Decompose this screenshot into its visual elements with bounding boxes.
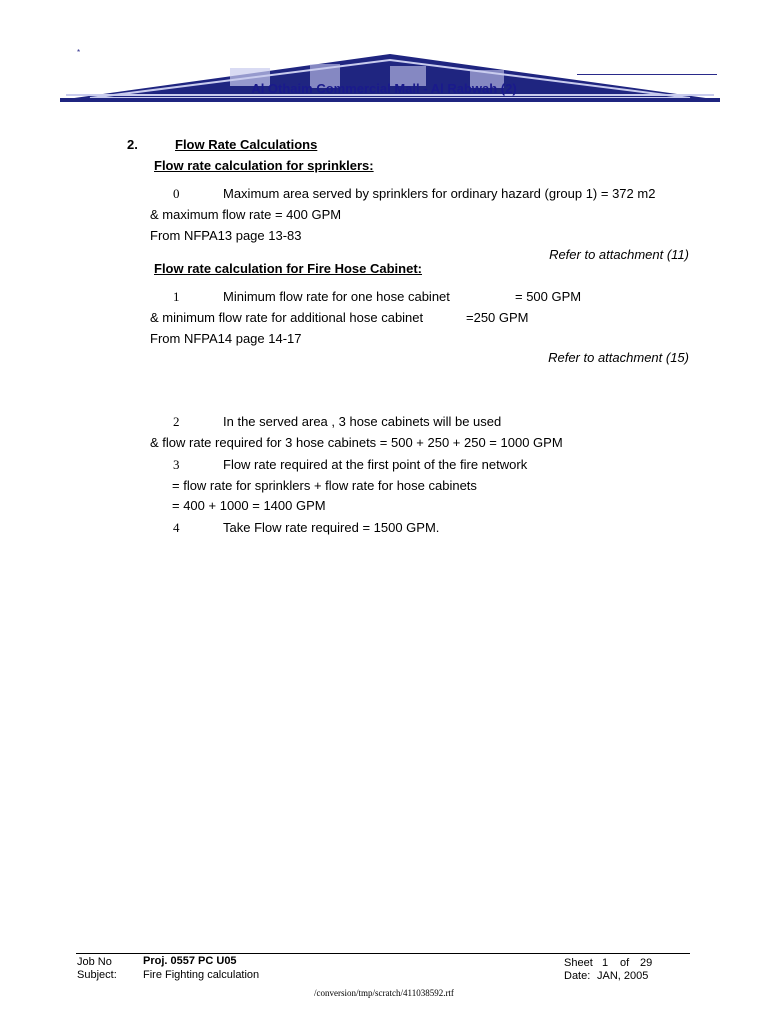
attachment-reference: Refer to attachment (15) xyxy=(548,350,689,365)
subject-value: Fire Fighting calculation xyxy=(143,969,260,981)
list-number: 2 xyxy=(173,414,180,429)
list-item-text: In the served area , 3 hose cabinets will be used xyxy=(223,414,502,429)
sheet-total: 29 xyxy=(640,957,653,969)
body-value: =250 GPM xyxy=(466,310,529,325)
body-line: From NFPA13 page 13-83 xyxy=(150,228,302,243)
sheet-of: of xyxy=(620,957,630,969)
job-number: Proj. 0557 PC U05 xyxy=(143,955,237,967)
section-number: 2. xyxy=(127,137,138,152)
sheet-label: Sheet xyxy=(564,957,593,969)
logo-base-bar xyxy=(60,98,720,102)
sprinklers-heading: Flow rate calculation for sprinklers: xyxy=(154,158,374,173)
attachment-reference: Refer to attachment (11) xyxy=(549,247,689,262)
section-title: Flow Rate Calculations xyxy=(175,137,318,152)
list-number: 1 xyxy=(173,289,180,304)
body-line: & flow rate required for 3 hose cabinets = 500 + 250 + 250 = 1000 GPM xyxy=(150,435,563,450)
job-label: Job No xyxy=(77,956,112,968)
list-item-value: = 500 GPM xyxy=(515,289,582,304)
body-line: = 400 + 1000 = 1400 GPM xyxy=(172,498,326,513)
header-mark: * xyxy=(77,48,81,57)
body-line: From NFPA14 page 14-17 xyxy=(150,331,302,346)
footer-rule xyxy=(76,953,690,954)
body-line: & minimum flow rate for additional hose cabinet xyxy=(150,310,424,325)
list-number: 3 xyxy=(173,457,180,472)
company-logo xyxy=(60,48,720,108)
list-item-text: Take Flow rate required = 1500 GPM. xyxy=(223,520,440,535)
date-label: Date: xyxy=(564,970,591,982)
hose-heading: Flow rate calculation for Fire Hose Cabinet: xyxy=(154,261,422,276)
date-value: JAN, 2005 xyxy=(597,970,649,982)
sheet-number: 1 xyxy=(602,957,609,969)
list-number: 4 xyxy=(173,520,180,535)
list-item-text: Minimum flow rate for one hose cabinet xyxy=(223,289,450,304)
body-line: & maximum flow rate = 400 GPM xyxy=(150,207,342,222)
file-path: /conversion/tmp/scratch/411038592.rtf xyxy=(314,988,454,998)
header-rule xyxy=(577,74,717,75)
subject-label: Subject: xyxy=(77,969,117,981)
list-number: 0 xyxy=(173,186,180,201)
list-item-text: Flow rate required at the first point of the fire network xyxy=(223,457,528,472)
list-item-text: Maximum area served by sprinklers for ordinary hazard (group 1) = 372 m2 xyxy=(223,186,656,201)
body-line: = flow rate for sprinklers + flow rate for hose cabinets xyxy=(172,478,477,493)
header-title: Al Othaim Commercial Mall - Al Rabwah (2) xyxy=(251,81,517,96)
